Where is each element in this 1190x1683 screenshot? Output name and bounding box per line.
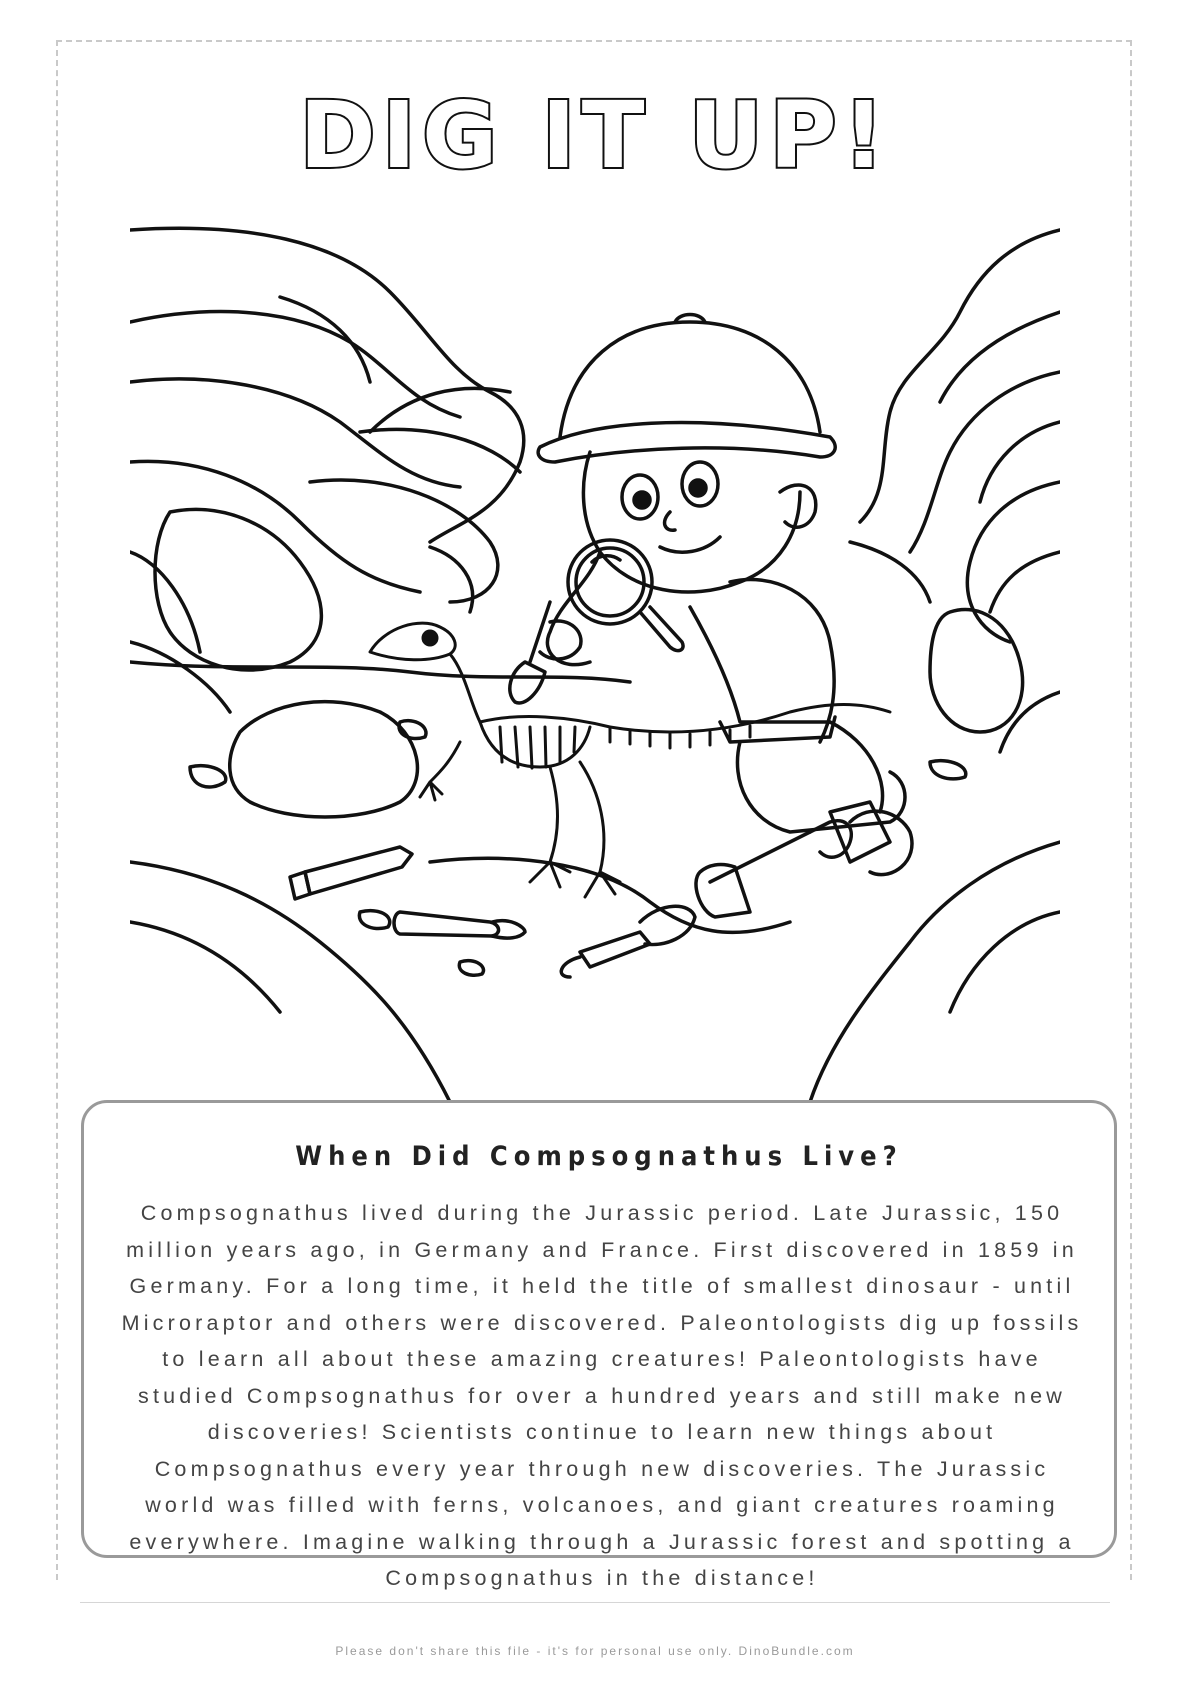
coloring-illustration — [130, 222, 1060, 1102]
right-canyon-rocks — [850, 230, 1060, 752]
dino-skeleton — [370, 623, 890, 897]
footer-note: Please don't share this file - it's for personal use only. DinoBundle.com — [335, 1644, 855, 1658]
info-body-text: Compsognathus lived during the Jurassic period. Late Jurassic, 150 million years ago, in Germany and France. First discovered in 1859 in Germany. For a long time, it held the title of smallest dinosaur - until Microraptor and others were discovered. Paleontologists dig up fossils to learn all about these amazing creatures! Paleontologists have studied Compsognathus for over a hundred years and still make new discoveries! Scientists continue to learn new things about Compsognathus every year through new discoveries. The Jurassic world was filled with ferns, volcanoes, and giant creatures roaming everywhere. Imagine walking through a Jurassic forest and spotting a Compsognathus in the distance! — [121, 1201, 1083, 1590]
info-heading: When Did Compsognathus Live? — [295, 1141, 903, 1172]
magnifying-glass — [568, 540, 683, 651]
footer-divider — [80, 1602, 1110, 1603]
page-title: DIG IT UP! — [299, 82, 891, 189]
left-canyon-rocks — [130, 228, 524, 712]
info-box — [81, 1100, 1117, 1590]
hand-brush — [510, 602, 581, 703]
